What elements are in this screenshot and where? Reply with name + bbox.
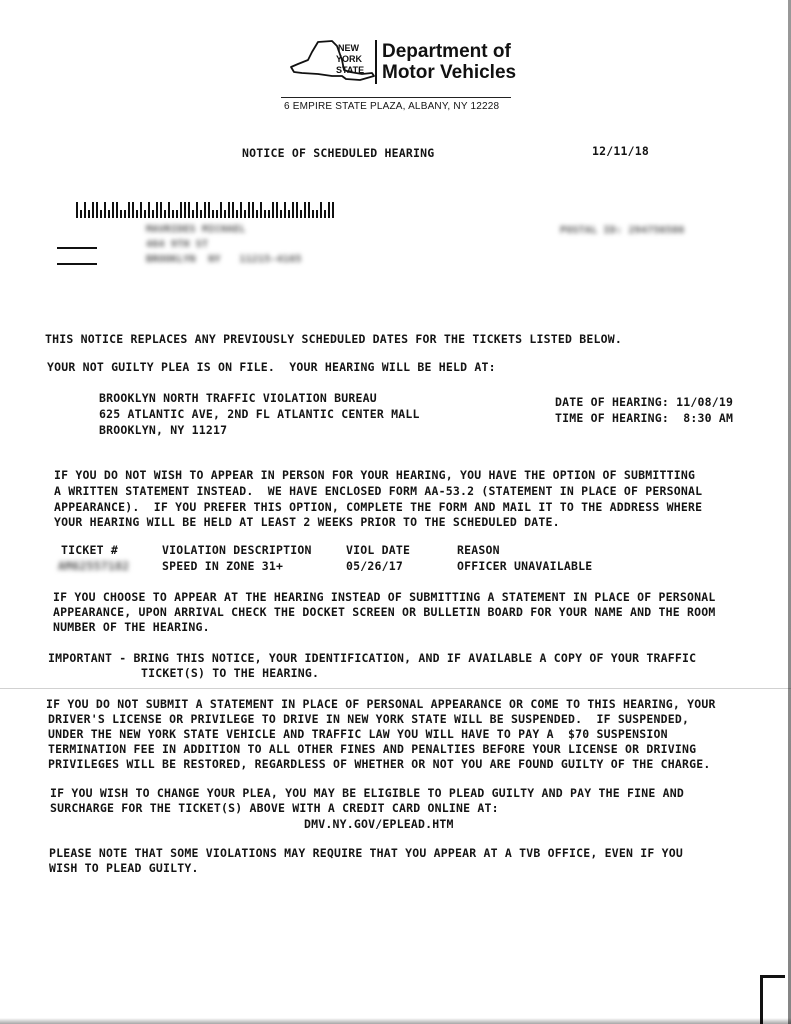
barcode-bar xyxy=(296,202,298,218)
barcode-bar xyxy=(320,202,322,218)
hearing-location-line2: 625 ATLANTIC AVE, 2ND FL ATLANTIC CENTER MALL xyxy=(99,407,420,421)
barcode-bar xyxy=(172,210,174,218)
scan-corner-mark xyxy=(760,975,785,1024)
notice-title: NOTICE OF SCHEDULED HEARING xyxy=(242,146,435,160)
important-notice-line1: IMPORTANT - BRING THIS NOTICE, YOUR IDENTIFICATION, AND IF AVAILABLE A COPY OF YOUR TRAFFIC xyxy=(48,651,697,665)
postal-id xyxy=(560,225,684,236)
barcode-bar xyxy=(252,202,254,218)
violation-date: 05/26/17 xyxy=(346,559,403,573)
barcode-bar xyxy=(80,210,82,218)
barcode-bar xyxy=(204,202,206,218)
barcode-bar xyxy=(140,202,142,218)
change-plea-line2: SURCHARGE FOR THE TICKET(S) ABOVE WITH A CREDIT CARD ONLINE AT: xyxy=(50,801,499,815)
barcode-bar xyxy=(272,202,274,218)
agency-name-line1: Department of xyxy=(382,41,511,62)
letterhead-rule xyxy=(281,97,511,98)
written-statement-option-line2: A WRITTEN STATEMENT INSTEAD. WE HAVE ENCLOSED FORM AA-53.2 (STATEMENT IN PLACE OF PERSONAL xyxy=(54,484,703,498)
barcode-bar xyxy=(248,202,250,218)
postal-id-value: 294756586 xyxy=(628,225,685,236)
recipient-zip: 11215-4165 xyxy=(239,254,302,265)
barcode-bar xyxy=(96,202,98,218)
barcode-bar xyxy=(236,210,238,218)
state-word-new: NEW xyxy=(338,43,359,53)
barcode-bar xyxy=(328,202,330,218)
barcode-bar xyxy=(244,210,246,218)
written-statement-option-line1: IF YOU DO NOT WISH TO APPEAR IN PERSON FOR YOUR HEARING, YOU HAVE THE OPTION OF SUBMITTING xyxy=(54,468,696,482)
barcode-bar xyxy=(280,210,282,218)
barcode-bar xyxy=(184,202,186,218)
new-york-state-outline-icon xyxy=(288,40,376,82)
state-word-york: YORK xyxy=(336,54,363,64)
ticket-table-header-reason: REASON xyxy=(457,543,500,557)
barcode-bar xyxy=(92,202,94,218)
written-statement-option-line4: YOUR HEARING WILL BE HELD AT LEAST 2 WEEKS PRIOR TO THE SCHEDULED DATE. xyxy=(54,515,560,529)
barcode-bar xyxy=(240,202,242,218)
barcode-bar xyxy=(196,202,198,218)
barcode-bar xyxy=(292,202,294,218)
plea-on-file: YOUR NOT GUILTY PLEA IS ON FILE. YOUR HEARING WILL BE HELD AT: xyxy=(47,360,496,374)
barcode-bar xyxy=(256,210,258,218)
barcode-bar xyxy=(104,202,106,218)
change-plea-line1: IF YOU WISH TO CHANGE YOUR PLEA, YOU MAY BE ELIGIBLE TO PLEAD GUILTY AND PAY THE FINE AND xyxy=(50,786,684,800)
barcode-bar xyxy=(316,210,318,218)
appear-instructions-line3: NUMBER OF THE HEARING. xyxy=(53,620,210,634)
suspension-warning-line5: PRIVILEGES WILL BE RESTORED, REGARDLESS OF WHETHER OR NOT YOU ARE FOUND GUILTY OF THE CHARGE. xyxy=(48,757,711,771)
barcode-bar xyxy=(124,210,126,218)
barcode-bar xyxy=(212,210,214,218)
ticket-table-header-date: VIOL DATE xyxy=(346,543,411,557)
recipient-name: MAVRIDES MICHAEL xyxy=(146,224,246,235)
barcode-bar xyxy=(312,210,314,218)
barcode-bar xyxy=(136,210,138,218)
suspension-warning-line1: IF YOU DO NOT SUBMIT A STATEMENT IN PLACE OF PERSONAL APPEARANCE OR COME TO THIS HEARING, YOUR xyxy=(46,697,716,711)
barcode-bar xyxy=(76,202,78,218)
letterhead-divider xyxy=(375,40,377,84)
recipient-city xyxy=(146,254,302,265)
barcode-bar xyxy=(200,210,202,218)
barcode-bar xyxy=(120,210,122,218)
hearing-date: DATE OF HEARING: 11/08/19 xyxy=(555,395,734,409)
notice-date: 12/11/18 xyxy=(592,144,649,158)
appear-instructions-line2: APPEARANCE, UPON ARRIVAL CHECK THE DOCKET SCREEN OR BULLETIN BOARD FOR YOUR NAME AND THE ROOM xyxy=(53,605,716,619)
barcode-bar xyxy=(264,210,266,218)
violation-description: SPEED IN ZONE 31+ xyxy=(162,559,284,573)
hearing-time: TIME OF HEARING: 8:30 AM xyxy=(555,411,734,425)
barcode-bar xyxy=(152,210,154,218)
ticket-number: AM62557182 xyxy=(58,559,130,573)
scan-bottom-edge xyxy=(0,1018,791,1024)
barcode-bar xyxy=(300,210,302,218)
state-word-state: STATE xyxy=(336,65,365,75)
hearing-location-line3: BROOKLYN, NY 11217 xyxy=(99,423,228,437)
suspension-warning-line2: DRIVER'S LICENSE OR PRIVILEGE TO DRIVE IN NEW YORK STATE WILL BE SUSPENDED. IF SUSPENDED, xyxy=(48,712,690,726)
fold-mark-lower xyxy=(57,263,97,265)
barcode-bar xyxy=(192,210,194,218)
barcode-bar xyxy=(128,202,130,218)
barcode-bar xyxy=(208,202,210,218)
tvb-note-line2: WISH TO PLEAD GUILTY. xyxy=(49,861,199,875)
tvb-note-line1: PLEASE NOTE THAT SOME VIOLATIONS MAY REQUIRE THAT YOU APPEAR AT A TVB OFFICE, EVEN IF YOU xyxy=(49,846,683,860)
eplead-url: DMV.NY.GOV/EPLEAD.HTM xyxy=(304,817,454,831)
replaces-notice: THIS NOTICE REPLACES ANY PREVIOUSLY SCHEDULED DATES FOR THE TICKETS LISTED BELOW. xyxy=(45,332,623,346)
barcode-bar xyxy=(188,202,190,218)
barcode-bar xyxy=(308,202,310,218)
barcode-bar xyxy=(132,202,134,218)
written-statement-option-line3: APPEARANCE). IF YOU PREFER THIS OPTION, COMPLETE THE FORM AND MAIL IT TO THE ADDRESS WHERE xyxy=(54,500,703,514)
suspension-warning-line4: TERMINATION FEE IN ADDITION TO ALL OTHER FINES AND PENALTIES BEFORE YOUR LICENSE OR DRIVING xyxy=(48,742,697,756)
barcode-bar xyxy=(228,202,230,218)
agency-address: 6 EMPIRE STATE PLAZA, ALBANY, NY 12228 xyxy=(284,101,500,112)
barcode-bar xyxy=(160,202,162,218)
barcode-bar xyxy=(216,210,218,218)
barcode-bar xyxy=(100,210,102,218)
barcode-bar xyxy=(276,202,278,218)
recipient-state: NY xyxy=(208,254,221,265)
barcode-bar xyxy=(324,210,326,218)
barcode-bar xyxy=(108,210,110,218)
postal-id-label: POSTAL ID: xyxy=(560,225,623,236)
paper-fold-line xyxy=(0,688,791,689)
barcode-bar xyxy=(224,210,226,218)
barcode-bar xyxy=(144,210,146,218)
fold-mark-upper xyxy=(57,247,97,249)
barcode-bar xyxy=(148,202,150,218)
barcode-bar xyxy=(84,202,86,218)
barcode-bar xyxy=(268,210,270,218)
postal-barcode xyxy=(76,202,336,218)
appear-instructions-line1: IF YOU CHOOSE TO APPEAR AT THE HEARING INSTEAD OF SUBMITTING A STATEMENT IN PLACE OF PERSONAL xyxy=(53,590,716,604)
barcode-bar xyxy=(168,202,170,218)
recipient-street: 464 9TH ST xyxy=(146,239,209,250)
barcode-bar xyxy=(112,202,114,218)
barcode-bar xyxy=(304,202,306,218)
barcode-bar xyxy=(164,210,166,218)
barcode-bar xyxy=(156,202,158,218)
barcode-bar xyxy=(176,210,178,218)
barcode-bar xyxy=(284,202,286,218)
suspension-warning-line3: UNDER THE NEW YORK STATE VEHICLE AND TRAFFIC LAW YOU WILL HAVE TO PAY A $70 SUSPENSION xyxy=(48,727,668,741)
barcode-bar xyxy=(88,210,90,218)
barcode-bar xyxy=(332,202,334,218)
violation-reason: OFFICER UNAVAILABLE xyxy=(457,559,593,573)
barcode-bar xyxy=(220,202,222,218)
barcode-bar xyxy=(180,202,182,218)
important-notice-line2: TICKET(S) TO THE HEARING. xyxy=(141,666,320,680)
hearing-location-line1: BROOKLYN NORTH TRAFFIC VIOLATION BUREAU xyxy=(99,391,377,405)
barcode-bar xyxy=(288,210,290,218)
ticket-table-header-violation: VIOLATION DESCRIPTION xyxy=(162,543,312,557)
barcode-bar xyxy=(116,202,118,218)
recipient-city-name: BROOKLYN xyxy=(146,254,196,265)
ticket-table-header-ticket: TICKET # xyxy=(61,543,118,557)
agency-name-line2: Motor Vehicles xyxy=(382,62,517,83)
barcode-bar xyxy=(260,202,262,218)
barcode-bar xyxy=(232,202,234,218)
